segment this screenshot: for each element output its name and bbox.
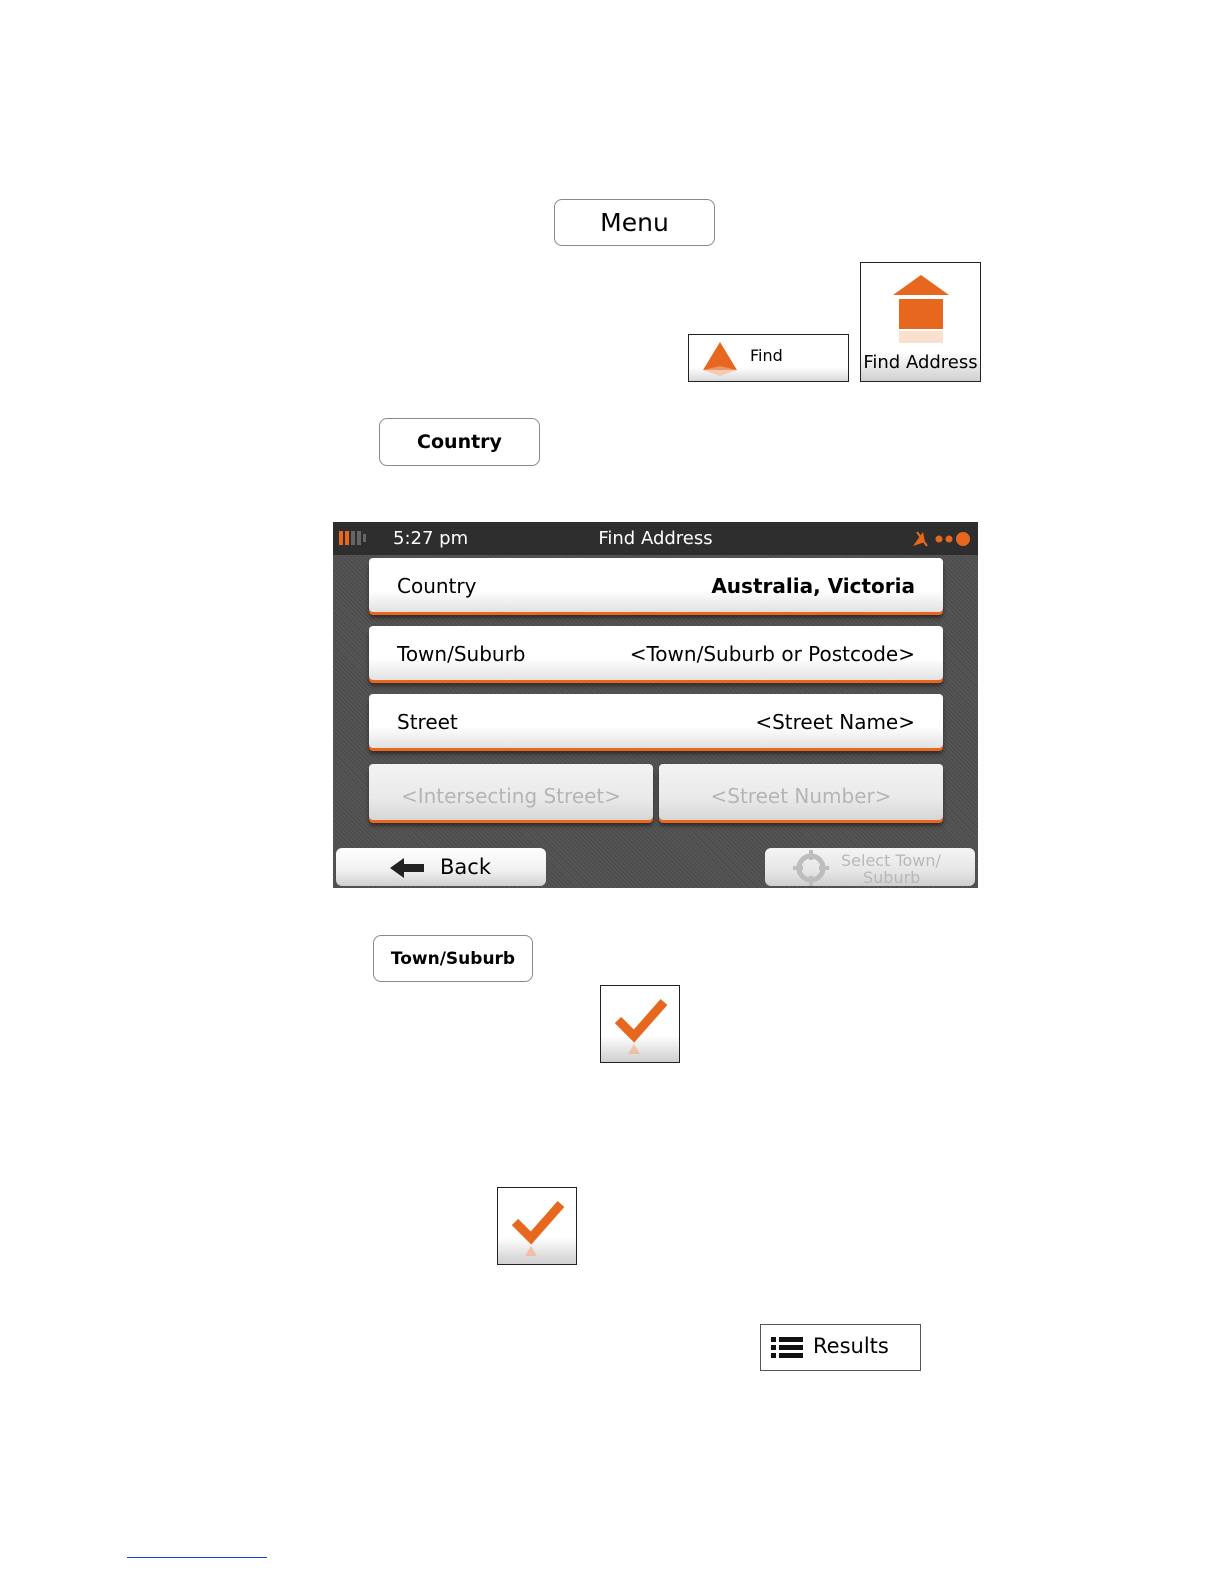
town-field-label: Town/Suburb	[397, 642, 526, 666]
street-field[interactable]	[369, 694, 943, 748]
confirm-button[interactable]	[497, 1187, 577, 1265]
screen-title: Find Address	[598, 528, 713, 549]
crosshair-icon	[793, 850, 829, 886]
find-address-label: Find Address	[863, 352, 978, 373]
street-number-field[interactable]: <Street Number>	[659, 764, 943, 820]
town-suburb-button[interactable]: Town/Suburb	[373, 935, 533, 982]
checkmark-icon	[511, 1196, 565, 1260]
street-field-value: <Street Name>	[755, 710, 915, 734]
confirm-button[interactable]	[600, 985, 680, 1063]
intersecting-street-field[interactable]: <Intersecting Street>	[369, 764, 653, 820]
back-button[interactable]	[336, 848, 546, 886]
list-icon	[771, 1337, 803, 1359]
status-time: 5:27 pm	[393, 528, 469, 549]
country-field[interactable]	[369, 558, 943, 612]
street-field-label: Street	[397, 710, 458, 734]
find-address-button[interactable]	[860, 262, 981, 382]
status-bar	[333, 522, 978, 555]
find-button-label: Find	[750, 346, 783, 365]
country-field-value: Australia, Victoria	[711, 574, 915, 598]
back-button-label: Back	[440, 855, 491, 879]
menu-button[interactable]: Menu	[554, 199, 715, 246]
house-icon	[889, 275, 953, 347]
find-arrow-icon	[699, 340, 741, 378]
select-town-label-1: Select Town/	[841, 851, 941, 870]
footnote-separator	[127, 1557, 267, 1558]
back-arrow-icon	[390, 858, 424, 878]
find-address-screen	[333, 522, 978, 888]
select-town-suburb-button[interactable]	[765, 848, 975, 886]
town-field-value: <Town/Suburb or Postcode>	[629, 642, 915, 666]
town-suburb-field[interactable]	[369, 626, 943, 680]
find-button[interactable]	[688, 334, 849, 382]
gps-icon	[911, 528, 973, 550]
country-field-label: Country	[397, 574, 477, 598]
select-town-label-2: Suburb	[863, 868, 921, 887]
results-button-label: Results	[813, 1334, 889, 1358]
checkmark-icon	[614, 994, 668, 1058]
country-button[interactable]: Country	[379, 418, 540, 466]
results-button[interactable]	[760, 1324, 921, 1371]
